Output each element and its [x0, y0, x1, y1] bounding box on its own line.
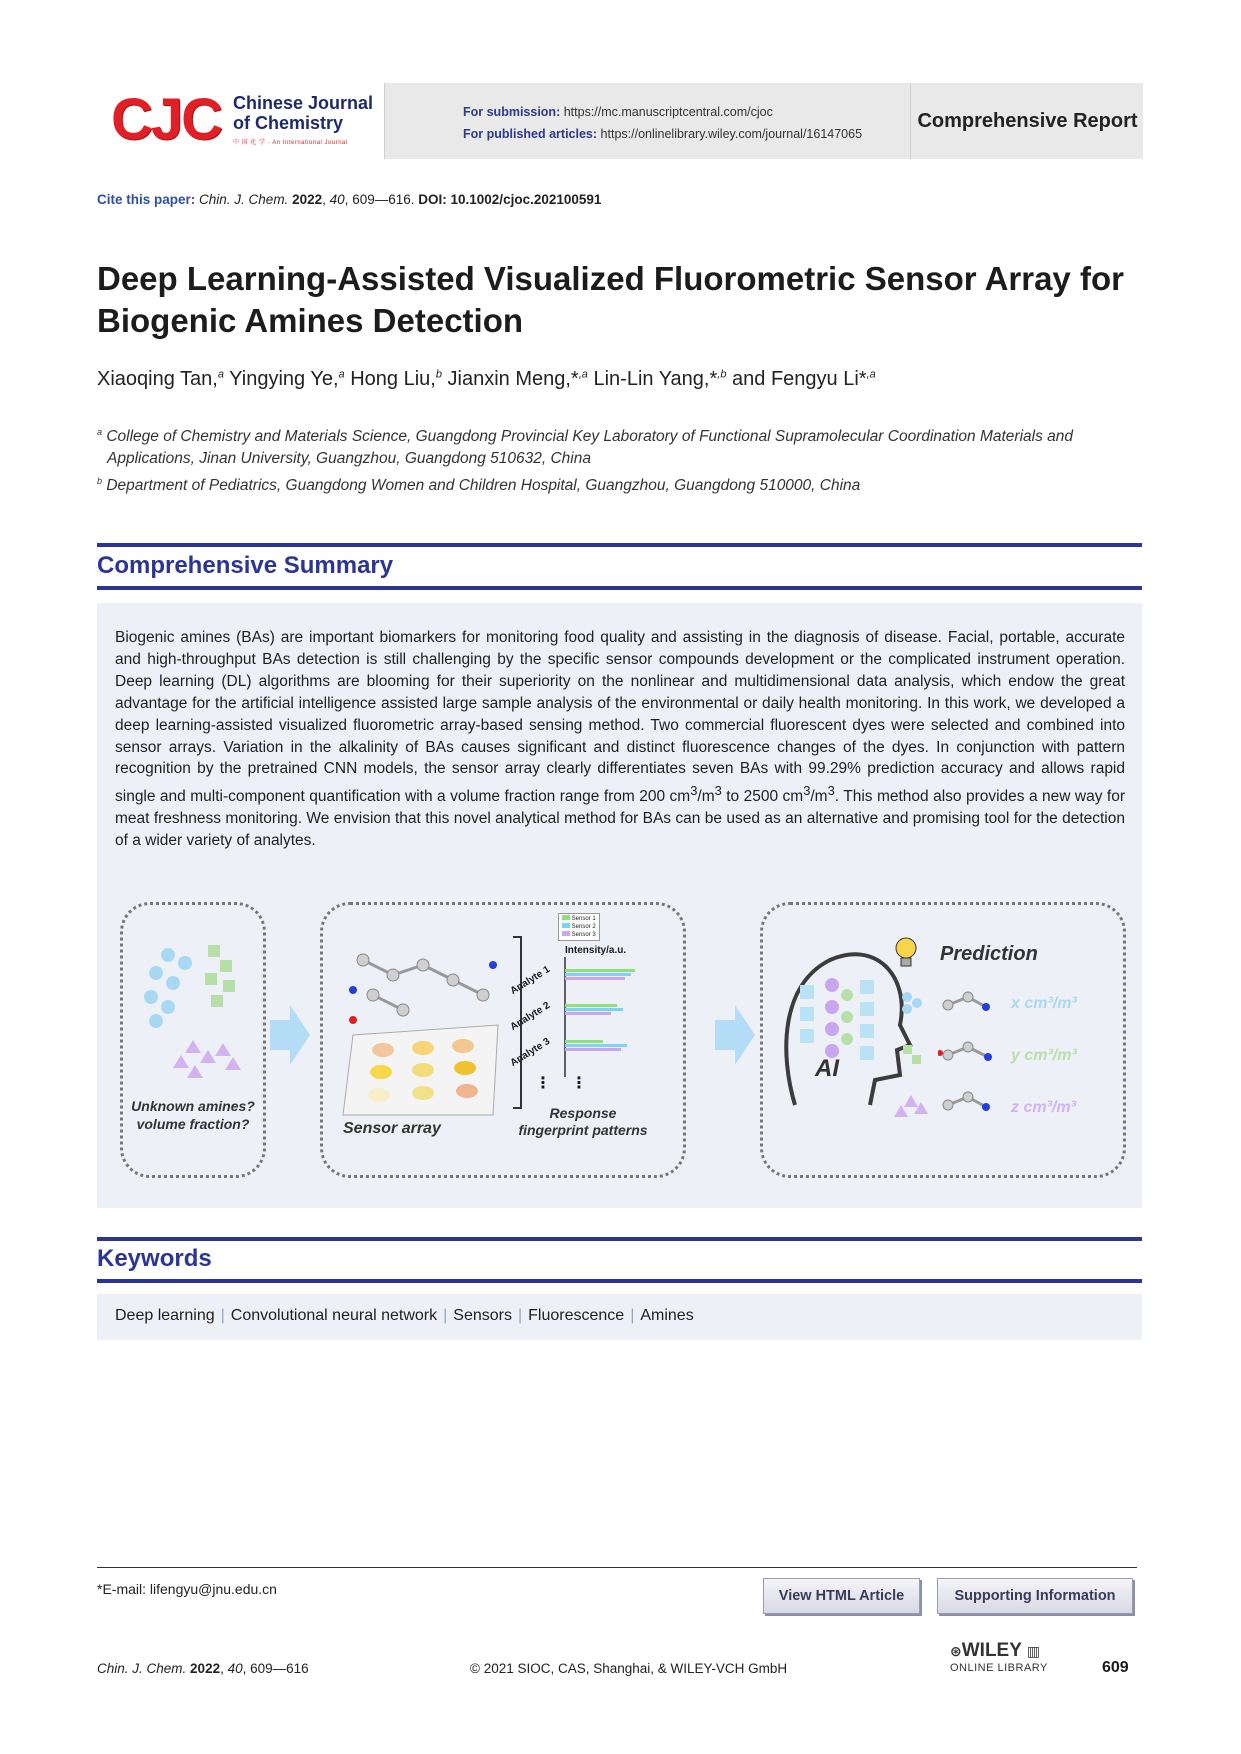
section-rule [97, 543, 1142, 547]
keyword: Sensors [453, 1307, 512, 1324]
analyte-label: Analyte 1 [508, 964, 553, 997]
article-type: Comprehensive Report [917, 110, 1138, 132]
lightbulb-icon [893, 935, 919, 969]
affiliation: $^a$ College of Chemistry and Materials Science, Guangdong Provincial Key Laboratory of Functional Supramolecular Coordination Materials and Applications, Jinan University, Guangzhou, Guangdong 510632, China [97, 427, 1074, 468]
molecule-icon [938, 985, 998, 1175]
author: Lin-Lin Yang,*$^{,b}$ [593, 368, 727, 390]
section-rule [97, 1237, 1142, 1241]
section-rule [97, 1279, 1142, 1283]
summary-text: Biogenic amines (BAs) are important biomarkers for monitoring food quality and assisting in the diagnosis of disease. Facial, portable, accurate and high-throughput BAs detection is still challenging by the specific sensor compounds development or the complicated instrument operation. Deep learning (DL) algorithms are blooming for their superiority on the nonlinear and multidimensional data analysis, which endow the great advantage for the artificial intelligence assisted large sample analysis of the environmental or daily health monitoring. In this work, we developed a deep learning-assisted visualized fluorometric array-based sensing method. Two commercial fluorescent dyes were selected and combined into sensor arrays. Variation in the alkalinity of BAs causes significant and distinct fluorescence changes of the dyes. In conjunction with pattern recognition by the pretrained CNN models, the sensor array clearly differentiates seven BAs with 99.29% prediction accuracy and allows rapid single and multi-component quantification with a volume fraction range from 200 $cm^3/m^3$ to 2500 $cm^3/m^3$. This method also provides a new way for meat freshness monitoring. We envision that this novel analytical method for BAs can be used as an alternative and promising tool for the detection of a wider variety of analytes. [115, 629, 1125, 850]
view-html-button[interactable]: View HTML Article [763, 1578, 920, 1614]
author-list [97, 368, 876, 391]
prediction-value: y cm³/m³ [1011, 1047, 1077, 1064]
response-label: Response fingerprint patterns [518, 1105, 648, 1138]
citation-line: Cite this paper: Chin. J. Chem. 2022, 40, 609—616. DOI: 10.1002/cjoc.202100591 [97, 192, 602, 207]
prediction-shapes-icon [893, 985, 933, 1175]
author: Yingying Ye,$^a$ [229, 368, 345, 390]
prediction-value: z cm³/m³ [1011, 1099, 1076, 1116]
prediction-panel [760, 902, 1126, 1178]
sensor-plate-icon [333, 920, 523, 1120]
ai-label: AI [815, 1055, 839, 1082]
analyte-label: Analyte 3 [508, 1036, 553, 1069]
response-bar-chart [563, 957, 653, 1077]
journal-logo [101, 83, 385, 159]
footer-rule [97, 1567, 1137, 1568]
keyword: Fluorescence [528, 1307, 625, 1324]
doi-link[interactable]: DOI: 10.1002/cjoc.202100591 [418, 192, 602, 207]
affiliation: $^b$ Department of Pediatrics, Guangdong Women and Children Hospital, Guangzhou, Guangdong 510000, China [97, 476, 861, 495]
arrow-right-icon [715, 1005, 755, 1065]
journal-name: Chinese Journal of Chemistry [233, 93, 374, 133]
logo-mark: CJC [111, 87, 222, 152]
keyword: Amines [640, 1307, 694, 1324]
published-label: For published articles: [463, 127, 598, 141]
author: Jianxin Meng,*$^{,a}$ [447, 368, 588, 390]
wiley-icon: ⊛ [950, 1643, 962, 1659]
sensor-array-panel [320, 902, 686, 1178]
corresponding-email[interactable]: *E-mail: lifengyu@jnu.edu.cn [97, 1581, 277, 1597]
ellipsis-icon: ⋮⋮ [535, 1075, 607, 1092]
prediction-value: x cm³/m³ [1011, 995, 1077, 1012]
journal-links [463, 101, 862, 145]
prediction-label: Prediction [940, 943, 1038, 965]
paper-title: Deep Learning-Assisted Visualized Fluorometric Sensor Array for Biogenic Amines Detection [97, 260, 1124, 339]
sensor-array-label: Sensor array [343, 1120, 441, 1137]
copyright: © 2021 SIOC, CAS, Shanghai, & WILEY-VCH GmbH [470, 1661, 788, 1676]
journal-subtitle: 中 国 化 学 · An International Journal [233, 140, 348, 146]
author: Hong Liu,$^b$ [350, 368, 442, 390]
books-icon: ▥ [1026, 1643, 1041, 1659]
page-number: 609 [1102, 1659, 1129, 1676]
submission-label: For submission: [463, 105, 561, 119]
published-link[interactable]: https://onlinelibrary.wiley.com/journal/16147065 [600, 127, 863, 141]
supporting-info-button[interactable]: Supporting Information [937, 1578, 1133, 1614]
footer-citation: Chin. J. Chem. 2022, 40, 609—616 [97, 1661, 309, 1676]
header-divider [910, 83, 911, 159]
author: and Fengyu Li*$^{,a}$ [732, 368, 876, 390]
unknown-sample-panel [120, 902, 266, 1178]
chart-axis-label: Intensity/a.u. [565, 945, 627, 956]
keywords-heading: Keywords [97, 1245, 212, 1272]
wiley-logo: ⊛WILEY ▥ ONLINE LIBRARY [950, 1640, 1048, 1674]
chart-legend: Sensor 1 Sensor 2 Sensor 3 [558, 913, 600, 941]
sample-shapes-icon [123, 925, 263, 1095]
keyword: Deep learning [115, 1307, 215, 1324]
unknown-label: Unknown amines? volume fraction? [131, 1098, 255, 1132]
arrow-right-icon [270, 1005, 310, 1065]
keyword-list: Deep learning | Convolutional neural network | Sensors | Fluorescence | Amines [115, 1307, 694, 1324]
keyword: Convolutional neural network [230, 1307, 438, 1324]
graphical-abstract [115, 900, 1125, 1185]
author: Xiaoqing Tan,$^a$ [97, 368, 224, 390]
summary-heading: Comprehensive Summary [97, 552, 394, 579]
section-rule [97, 586, 1142, 590]
submission-link[interactable]: https://mc.manuscriptcentral.com/cjoc [563, 105, 773, 119]
analyte-label: Analyte 2 [508, 1000, 553, 1033]
affiliations [97, 421, 1142, 497]
